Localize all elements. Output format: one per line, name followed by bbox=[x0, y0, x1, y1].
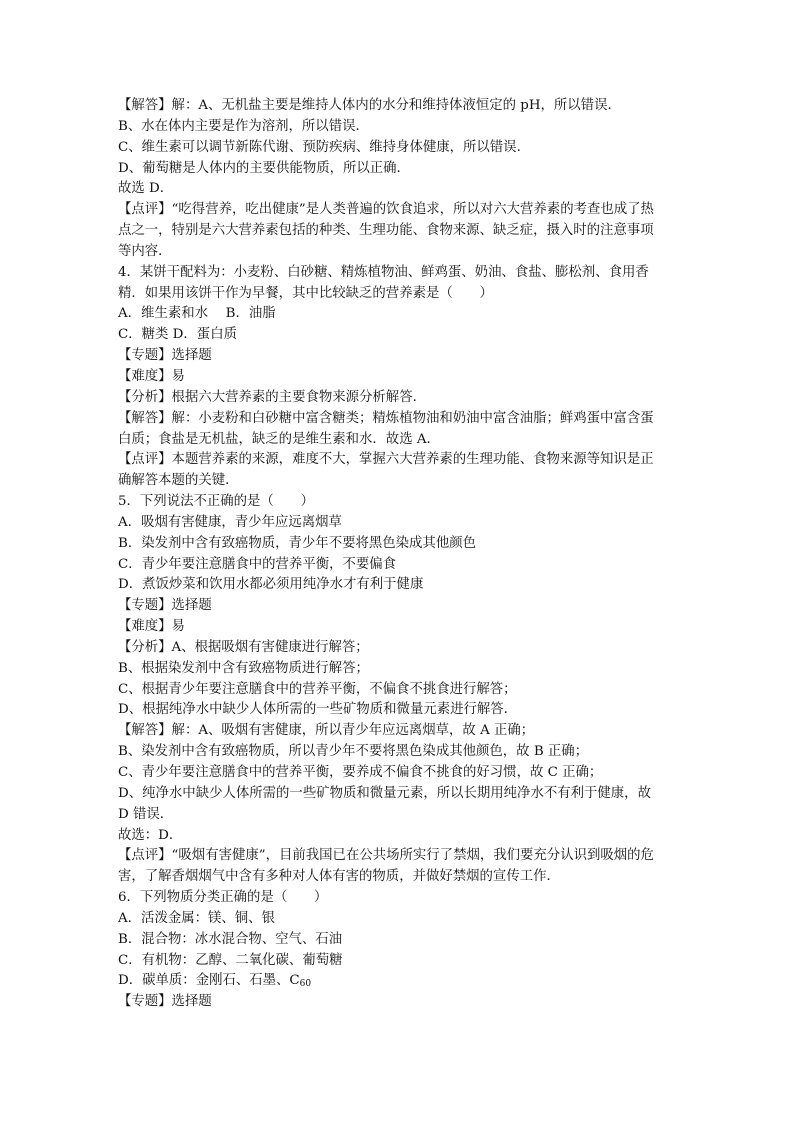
text-line: 故选 D． bbox=[118, 181, 174, 197]
text-line: 白质；食盐是无机盐，缺乏的是维生素和水．故选 A． bbox=[118, 431, 440, 447]
text-line: B、染发剂中含有致癌物质，所以青少年不要将黑色染成其他颜色，故 B 正确； bbox=[118, 744, 589, 760]
text-line: D、根据纯净水中缺少人体所需的一些矿物质和微量元素进行解答． bbox=[118, 702, 518, 718]
text-line: 故选：D． bbox=[118, 827, 183, 843]
text-line: 【解答】解：小麦粉和白砂糖中富含糖类；精炼植物油和奶油中富含油脂；鲜鸡蛋中富含蛋 bbox=[118, 410, 654, 426]
option-d-subscript: 60 bbox=[299, 979, 312, 990]
text-line: 【分析】根据六大营养素的主要食物来源分析解答． bbox=[118, 389, 426, 405]
text-line: 点之一，特别是六大营养素包括的种类、生理功能、食物来源、缺乏症，摄入时的注意事项 bbox=[118, 223, 654, 239]
text-line: 【专题】选择题 bbox=[118, 598, 212, 614]
text-line: B、水在体内主要是作为溶剂，所以错误． bbox=[118, 118, 369, 134]
text-line: 【难度】易 bbox=[118, 619, 185, 635]
question-5-option: C．青少年要注意膳食中的营养平衡，不要偏食 bbox=[118, 556, 397, 572]
text-line: 【专题】选择题 bbox=[118, 348, 212, 364]
text-line: 【难度】易 bbox=[118, 368, 185, 384]
question-4-option: A．维生素和水 B．油脂 bbox=[118, 306, 276, 322]
text-line: 【分析】A、根据吸烟有害健康进行解答； bbox=[118, 639, 369, 655]
text-block bbox=[118, 96, 684, 1013]
text-line: C、青少年要注意膳食中的营养平衡，要养成不偏食不挑食的好习惯，故 C 正确； bbox=[118, 765, 603, 780]
text-line: 【点评】本题营养素的来源，难度不大，掌握六大营养素的生理功能、食物来源等知识是正 bbox=[118, 452, 654, 468]
question-5-stem: 5．下列说法不正确的是（ ） bbox=[118, 494, 314, 510]
document-body bbox=[118, 96, 684, 1013]
text-line: D、葡萄糖是人体内的主要供能物质，所以正确． bbox=[118, 160, 410, 176]
text-line: B、根据染发剂中含有致癌物质进行解答； bbox=[118, 660, 369, 676]
question-4-stem: 精．如果用该饼干作为早餐，其中比较缺乏的营养素是（ ） bbox=[118, 285, 493, 301]
text-line: C、根据青少年要注意膳食中的营养平衡，不偏食不挑食进行解答； bbox=[118, 681, 517, 697]
text-line: 【专题】选择题 bbox=[118, 994, 212, 1010]
option-d-text: D．碳单质：金刚石、石墨、C bbox=[118, 973, 300, 989]
text-line: 害，了解香烟烟气中含有多种对人体有害的物质，并做好禁烟的宣传工作． bbox=[118, 869, 560, 885]
text-line: D 错误． bbox=[118, 806, 174, 822]
text-line: 【点评】“吃得营养，吃出健康”是人类普遍的饮食追求，所以对六大营养素的考查也成了热 bbox=[118, 202, 654, 218]
question-5-option: B．染发剂中含有致癌物质，青少年不要将黑色染成其他颜色 bbox=[118, 535, 476, 551]
question-6-option-d bbox=[118, 971, 684, 992]
text-line: 【点评】“吸烟有害健康”，目前我国已在公共场所实行了禁烟，我们要充分认识到吸烟的危 bbox=[118, 848, 654, 864]
question-6-stem: 6．下列物质分类正确的是（ ） bbox=[118, 890, 328, 906]
question-5-option: D．煮饭炒菜和饮用水都必须用纯净水才有利于健康 bbox=[118, 577, 424, 593]
question-4-option: C．糖类 D．蛋白质 bbox=[118, 327, 237, 343]
question-6-option: B．混合物：冰水混合物、空气、石油 bbox=[118, 931, 343, 947]
text-line: 确解答本题的关键． bbox=[118, 473, 239, 489]
text-line: 【解答】解：A、吸烟有害健康，所以青少年应远离烟草，故 A 正确； bbox=[118, 723, 535, 739]
question-4-stem: 4．某饼干配料为：小麦粉、白砂糖、精炼植物油、鲜鸡蛋、奶油、食盐、膨松剂、食用香 bbox=[118, 264, 649, 280]
text-line: D、纯净水中缺少人体所需的一些矿物质和微量元素，所以长期用纯净水不有利于健康，故 bbox=[118, 785, 651, 801]
text-line: 等内容． bbox=[118, 243, 172, 259]
question-5-option: A．吸烟有害健康，青少年应远离烟草 bbox=[118, 514, 342, 530]
question-6-option: A．活泼金属：镁、铜、银 bbox=[118, 910, 275, 926]
text-line: C、维生素可以调节新陈代谢、预防疾病、维持身体健康，所以错误． bbox=[118, 139, 530, 155]
text-line: 【解答】解：A、无机盐主要是维持人体内的水分和维持体液恒定的 pH，所以错误． bbox=[118, 98, 621, 113]
question-6-option: C．有机物：乙醇、二氧化碳、葡萄糖 bbox=[118, 952, 343, 968]
